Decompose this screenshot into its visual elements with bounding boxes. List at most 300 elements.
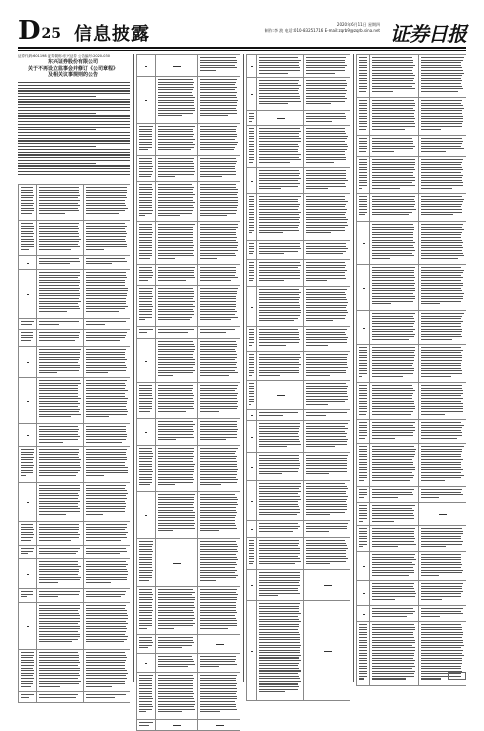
cell-text-line <box>259 647 300 648</box>
cell-text-line <box>200 110 236 111</box>
cell-text-line <box>421 559 462 560</box>
table-cell <box>18 483 36 521</box>
cell-text-line <box>372 199 414 200</box>
cell-text-line <box>139 408 152 409</box>
cell-text-line <box>86 362 125 363</box>
cell-text-line <box>372 401 413 402</box>
cell-text-line <box>158 215 180 216</box>
cell-text-line <box>359 403 367 404</box>
amendment-table <box>356 54 466 686</box>
cell-text-line <box>421 177 463 178</box>
cell-text-line <box>306 493 346 494</box>
cell-text-line <box>158 362 195 363</box>
cell-text-line <box>421 237 461 238</box>
cell-text-line <box>39 246 80 247</box>
cell-text-line <box>158 205 193 206</box>
table-cell <box>83 589 130 602</box>
table-cell <box>356 606 369 621</box>
cell-text-line <box>421 388 462 389</box>
table-cell <box>256 481 303 520</box>
cell-text-line <box>86 475 104 476</box>
cell-text-line <box>306 446 335 447</box>
cell-text-line <box>259 180 298 181</box>
cell-text-line <box>39 532 78 533</box>
cell-text-line <box>158 421 194 422</box>
table-cell <box>155 327 198 338</box>
cell-text-line <box>421 480 445 481</box>
cell-text-line <box>372 91 393 92</box>
cell-text-line <box>158 678 195 679</box>
cell-text-line <box>306 183 345 184</box>
table-cell <box>369 55 417 97</box>
table-cell <box>418 265 466 310</box>
cell-text-line <box>39 641 72 642</box>
cell-text-line <box>372 121 414 122</box>
cell-text-line <box>158 688 193 689</box>
cell-text-line <box>158 311 194 312</box>
cell-text-line <box>372 180 415 181</box>
cell-text-line <box>139 448 152 449</box>
cell-text-line <box>421 298 463 299</box>
cell-text-line <box>86 621 126 622</box>
cell-text-line <box>200 567 235 568</box>
cell-text-line <box>158 390 193 391</box>
table-cell <box>418 444 466 486</box>
table-row <box>136 653 240 672</box>
empty-cell-dash <box>324 651 332 652</box>
cell-text-line <box>359 536 367 537</box>
cell-text-line <box>158 92 193 93</box>
cell-text-line <box>306 496 347 497</box>
cell-text-line <box>359 159 367 160</box>
cell-text-line <box>139 685 152 686</box>
cell-text-line <box>158 451 195 452</box>
cell-text-line <box>359 653 367 654</box>
cell-text-line <box>421 591 463 592</box>
cell-text-line <box>249 278 254 279</box>
cell-text-line <box>259 144 298 145</box>
cell-text-line <box>372 596 414 597</box>
cell-text-line <box>421 432 462 433</box>
cell-text-line <box>259 98 299 99</box>
cell-text-line <box>139 554 152 555</box>
cell-text-line <box>306 144 347 145</box>
cell-text-line <box>306 315 346 316</box>
table-cell <box>36 650 83 691</box>
table-cell <box>83 546 130 558</box>
cell-text-line <box>86 527 127 528</box>
cell-text-line <box>372 462 413 463</box>
cell-text-line <box>421 272 463 273</box>
text-line <box>18 96 96 97</box>
cell-text-line <box>372 267 415 268</box>
cell-text-line <box>158 184 193 185</box>
cell-text-line <box>39 566 81 567</box>
cell-text-line <box>86 195 126 196</box>
table-row <box>136 338 240 382</box>
cell-text-line <box>86 388 125 389</box>
table-row <box>18 184 130 220</box>
cell-text-line <box>259 632 299 633</box>
notice-meta: 证券代码:601198 证券简称:东兴证券 公告编号:2020-030 <box>18 54 110 58</box>
table-row <box>18 318 130 329</box>
cell-text-line <box>21 475 26 476</box>
cell-text-line <box>158 528 195 529</box>
cell-text-line <box>39 673 79 674</box>
cell-text-line <box>259 642 299 643</box>
cell-text-line <box>158 102 194 103</box>
table-cell <box>246 194 256 240</box>
cell-text-line <box>306 178 346 179</box>
cell-text-line <box>359 655 367 656</box>
cell-text-line <box>372 588 413 589</box>
cell-text-line <box>259 219 299 220</box>
cell-text-line <box>421 234 461 235</box>
cell-text-line <box>259 329 298 330</box>
notice-title-line: 及相关议事规则的公告 <box>47 72 98 78</box>
cell-text-line <box>200 270 236 271</box>
cell-text-line <box>139 309 152 310</box>
cell-text-line <box>158 245 194 246</box>
table-cell <box>18 650 36 691</box>
table-row <box>18 691 130 702</box>
cell-text-line <box>139 594 153 595</box>
cell-text-line <box>421 376 451 377</box>
cell-text-line <box>259 580 300 581</box>
cell-text-line <box>86 321 126 322</box>
cell-text-line <box>39 485 80 486</box>
cell-text-line <box>359 169 367 170</box>
cell-text-line <box>359 435 367 436</box>
table-cell <box>136 327 155 338</box>
cell-text-line <box>249 280 253 281</box>
cell-text-line <box>259 292 300 293</box>
cell-text-line <box>139 683 152 684</box>
table-cell <box>256 241 303 259</box>
cell-text-line <box>359 376 362 377</box>
cell-text-line <box>249 262 254 263</box>
cell-text-line <box>86 553 120 554</box>
cell-text-line <box>259 496 299 497</box>
cell-text-line <box>39 223 79 224</box>
cell-text-line <box>421 285 464 286</box>
cell-text-line <box>421 593 461 594</box>
cell-text-line <box>158 464 195 465</box>
table-cell <box>155 419 198 445</box>
cell-text-line <box>306 364 347 365</box>
table-row <box>246 125 350 167</box>
cell-text-line <box>249 354 254 355</box>
table-row <box>136 123 240 155</box>
cell-text-line <box>421 564 463 565</box>
cell-text-line <box>200 346 237 347</box>
cell-text-line <box>139 317 152 318</box>
cell-text-line <box>372 480 410 481</box>
cell-text-line <box>306 357 346 358</box>
cell-text-line <box>359 408 367 409</box>
cell-text-line <box>86 678 127 679</box>
cell-text-line <box>21 697 29 698</box>
cell-text-line <box>259 501 298 502</box>
cell-text-line <box>86 697 115 698</box>
cell-text-line <box>421 245 463 246</box>
cell-text-line <box>372 611 415 612</box>
cell-text-line <box>200 200 237 201</box>
cell-text-line <box>86 457 127 458</box>
cell-text-line <box>200 311 237 312</box>
cell-text-line <box>21 321 34 322</box>
table-cell <box>303 194 350 240</box>
cell-text-line <box>200 258 217 259</box>
table-row <box>246 537 350 569</box>
cell-text-line <box>200 174 236 175</box>
cell-text-line <box>200 131 236 132</box>
cell-text-line <box>306 90 347 91</box>
cell-text-line <box>158 426 193 427</box>
table-cell <box>197 446 240 491</box>
cell-text-line <box>421 666 461 667</box>
cell-text-line <box>421 227 462 228</box>
cell-text-line <box>372 373 413 374</box>
cell-text-line <box>86 414 127 415</box>
cell-text-line <box>259 246 299 247</box>
cell-text-line <box>158 429 194 430</box>
cell-text-line <box>21 457 34 458</box>
cell-text-line <box>372 229 413 230</box>
cell-text-line <box>259 307 300 308</box>
cell-text-line <box>200 424 236 425</box>
cell-text-line <box>372 531 414 532</box>
cell-text-line <box>86 488 125 489</box>
cell-text-line <box>200 100 237 101</box>
cell-text-line <box>158 95 193 96</box>
cell-text-line <box>200 317 237 318</box>
cell-text-line <box>421 159 464 160</box>
cell-text-line <box>372 515 414 516</box>
cell-text-line <box>139 549 152 550</box>
cell-text-line <box>158 213 193 214</box>
cell-text-line <box>39 263 70 264</box>
cell-text-line <box>39 311 67 312</box>
table-cell <box>256 287 303 326</box>
table-cell <box>246 78 256 110</box>
cell-text-line <box>421 456 461 457</box>
cell-text-line <box>249 225 254 226</box>
cell-text-line <box>306 73 334 74</box>
table-cell <box>155 383 198 418</box>
cell-text-line <box>372 272 414 273</box>
cell-text-line <box>86 275 126 276</box>
cell-text-line <box>421 408 463 409</box>
table-row <box>356 580 466 605</box>
cell-text-line <box>200 194 237 195</box>
table-cell <box>356 194 369 221</box>
cell-text-line <box>372 240 412 241</box>
cell-text-line <box>158 344 195 345</box>
cell-text-line <box>158 84 194 85</box>
cell-text-line <box>421 350 464 351</box>
cell-text-line <box>158 517 196 518</box>
cell-text-line <box>259 359 299 360</box>
cell-text-line <box>359 370 367 371</box>
cell-text-line <box>39 475 76 476</box>
cell-text-line <box>200 484 220 485</box>
row-marker <box>145 66 147 67</box>
table-row <box>356 156 466 193</box>
cell-text-line <box>421 164 461 165</box>
cell-text-line <box>306 412 346 413</box>
cell-text-line <box>39 195 80 196</box>
cell-text-line <box>200 166 235 167</box>
cell-text-line <box>249 212 254 213</box>
cell-text-line <box>259 62 299 63</box>
cell-text-line <box>86 454 126 455</box>
table-cell <box>83 522 130 545</box>
cell-text-line <box>158 317 193 318</box>
cell-text-line <box>158 234 193 235</box>
cell-text-line <box>200 429 237 430</box>
cell-text-line <box>158 680 193 681</box>
table-row <box>356 310 466 344</box>
cell-text-line <box>139 215 145 216</box>
table-cell <box>303 453 350 480</box>
cell-text-line <box>306 415 325 416</box>
cell-text-line <box>259 339 300 340</box>
cell-text-line <box>39 324 59 325</box>
cell-text-line <box>86 298 126 299</box>
cell-text-line <box>259 57 298 58</box>
cell-text-line <box>200 426 236 427</box>
table-row <box>246 480 350 520</box>
table-cell <box>197 156 240 181</box>
cell-text-line <box>21 694 34 695</box>
cell-text-line <box>306 214 344 215</box>
cell-text-line <box>306 506 347 507</box>
cell-text-line <box>200 659 235 660</box>
table-row <box>136 672 240 719</box>
table-cell <box>155 339 198 382</box>
cell-text-line <box>306 329 347 330</box>
cell-text-line <box>86 465 125 466</box>
cell-text-line <box>200 494 235 495</box>
cell-text-line <box>200 693 236 694</box>
cell-text-line <box>372 541 414 542</box>
table-cell <box>256 410 303 420</box>
cell-text-line <box>421 365 462 366</box>
cell-text-line <box>259 637 299 638</box>
text-line <box>18 127 130 128</box>
cell-text-line <box>200 512 236 513</box>
cell-text-line <box>200 62 237 63</box>
cell-text-line <box>372 224 413 225</box>
cell-text-line <box>359 627 367 628</box>
cell-text-line <box>21 657 33 658</box>
cell-text-line <box>158 711 182 712</box>
table-cell <box>303 55 350 77</box>
cell-text-line <box>86 205 126 206</box>
cell-text-line <box>249 267 254 268</box>
cell-text-line <box>249 204 254 205</box>
cell-text-line <box>372 363 413 364</box>
table-cell <box>303 481 350 520</box>
cell-text-line <box>306 175 346 176</box>
cell-text-line <box>372 557 414 558</box>
cell-text-line <box>306 334 346 335</box>
cell-text-line <box>39 249 71 250</box>
cell-text-line <box>158 108 195 109</box>
cell-text-line <box>39 618 80 619</box>
cell-text-line <box>259 412 298 413</box>
cell-text-line <box>249 146 254 147</box>
cell-text-line <box>421 110 462 111</box>
cell-text-line <box>306 151 345 152</box>
cell-text-line <box>359 666 367 667</box>
cell-text-line <box>39 429 79 430</box>
cell-text-line <box>372 425 413 426</box>
cell-text-line <box>158 659 193 660</box>
cell-text-line <box>86 403 127 404</box>
cell-text-line <box>200 544 237 545</box>
cell-text-line <box>259 60 301 61</box>
cell-text-line <box>158 434 193 435</box>
cell-text-line <box>259 334 298 335</box>
cell-text-line <box>372 321 415 322</box>
text-line <box>18 90 130 91</box>
cell-text-line <box>158 275 194 276</box>
cell-text-line <box>372 86 412 87</box>
cell-text-line <box>139 267 152 268</box>
cell-text-line <box>249 196 254 197</box>
empty-cell-dash <box>439 514 447 515</box>
cell-text-line <box>359 414 366 415</box>
cell-text-line <box>372 449 415 450</box>
cell-text-line <box>259 204 300 205</box>
table-cell <box>197 124 240 155</box>
cell-text-line <box>359 177 367 178</box>
cell-text-line <box>21 246 34 247</box>
cell-text-line <box>139 645 152 646</box>
cell-text-line <box>421 562 461 563</box>
table-cell <box>155 539 198 586</box>
cell-text-line <box>359 676 367 677</box>
header-rule <box>18 47 466 49</box>
cell-text-line <box>421 464 461 465</box>
cell-text-line <box>39 308 80 309</box>
table-cell <box>303 111 350 125</box>
cell-text-line <box>372 422 415 423</box>
cell-text-line <box>158 309 193 310</box>
cell-text-line <box>421 258 459 259</box>
cell-text-line <box>158 709 195 710</box>
cell-text-line <box>158 142 193 143</box>
cell-text-line <box>139 620 152 621</box>
cell-text-line <box>139 678 152 679</box>
table-cell <box>36 483 83 521</box>
cell-text-line <box>39 303 78 304</box>
cell-text-line <box>421 645 464 646</box>
cell-text-line <box>86 367 127 368</box>
cell-text-line <box>139 242 152 243</box>
cell-text-line <box>421 613 463 614</box>
cell-text-line <box>139 390 152 391</box>
cell-text-line <box>259 265 300 266</box>
cell-text-line <box>158 408 194 409</box>
cell-text-line <box>372 513 412 514</box>
notice-title-line: 关于不再设立监事会并修订《公司章程》 <box>27 65 118 72</box>
cell-text-line <box>372 159 414 160</box>
cell-text-line <box>139 144 152 145</box>
cell-text-line <box>86 561 126 562</box>
